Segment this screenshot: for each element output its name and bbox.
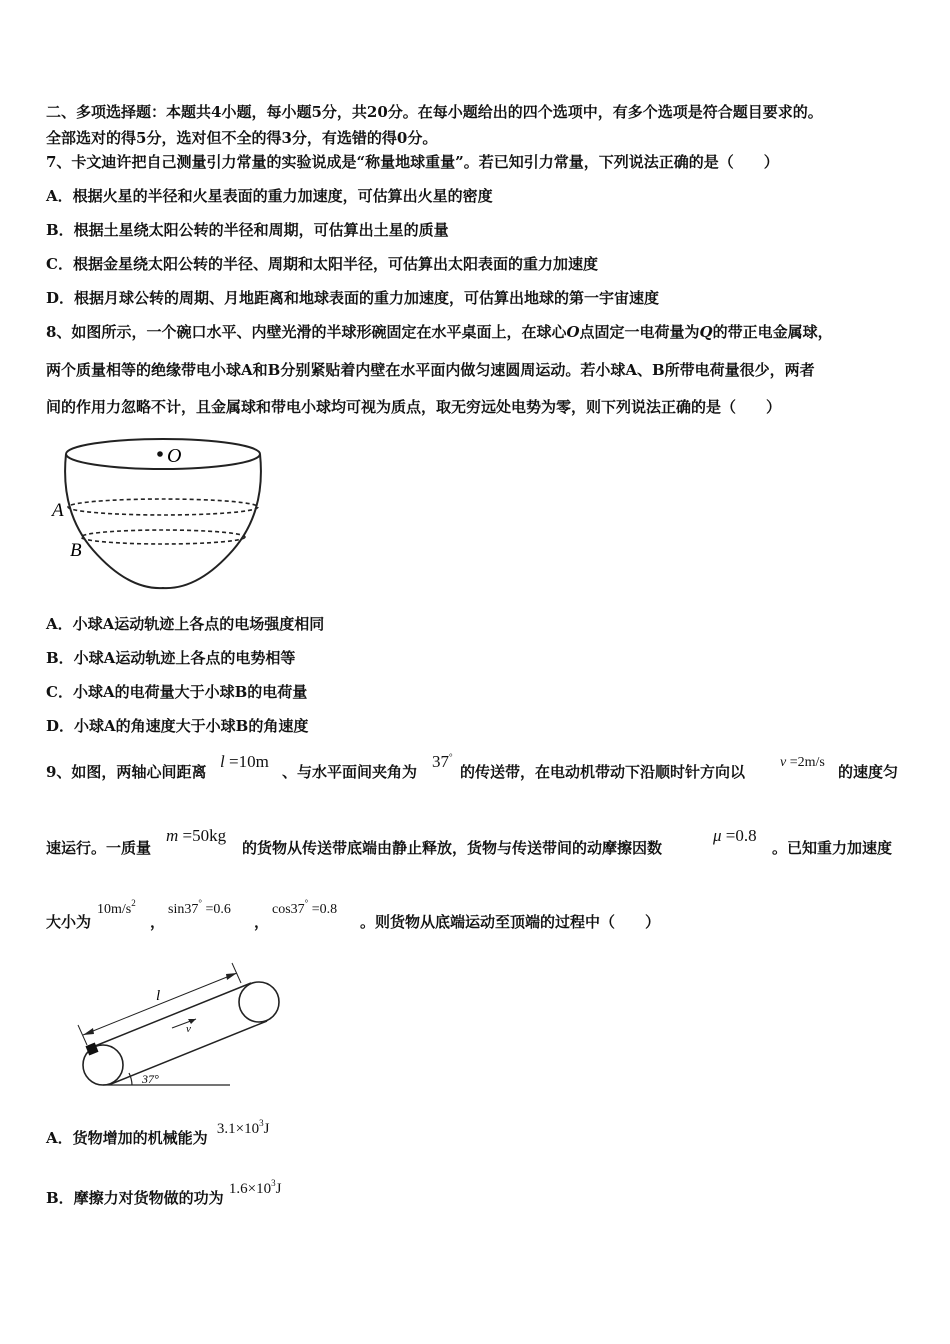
q9-comma-2: ， [254,913,270,931]
q9-cos-expr: cos37° =0.8 [272,898,338,917]
q9-option-b: B．摩擦力对货物做的功为 $1.6\times 10^3J$ [46,1178,282,1207]
length-dimension-line [83,973,237,1035]
q9-line2-text2: 的货物从传送带底端由静止释放，货物与传送带间的动摩擦因数 [242,839,663,857]
q8-option-d: D．小球A的角速度大于小球B的角速度 [46,717,309,735]
top-pulley [239,982,279,1022]
q9-speed-expr: v =2m/s [780,755,825,770]
angle-label: 37° [142,1072,159,1086]
q8-option-a: A．小球A运动轨迹上各点的电场强度相同 [46,615,325,633]
q9-mass-expr: m =50kg [166,826,227,845]
q7-option-c: C．根据金星绕太阳公转的半径、周期和太阳半径，可估算出太阳表面的重力加速度 [46,255,598,273]
q9-sin-expr: sin37° =0.6 [168,898,231,917]
q8-stem-line2: 两个质量相等的绝缘带电小球A和B分别紧贴着内壁在水平面内做匀速圆周运动。若小球A、B所带电荷量很少，两者 [46,361,815,379]
orbit-a-dashed [68,499,258,515]
angle-arc [129,1073,132,1085]
q8-stem-line3: 间的作用力忽略不计，且金属球和带电小球均可视为质点，取无穷远处电势为零，则下列说法正确的是（ ） [46,398,782,416]
q9-line1-text3: 的传送带，在电动机带动下沿顺时针方向以 [460,763,746,781]
q8-option-b: B．小球A运动轨迹上各点的电势相等 [46,649,296,667]
q9-option-a: A．货物增加的机械能为 $3.1\times 10^3J$ [46,1118,270,1147]
length-label: l [156,988,161,1004]
label-a: A [52,500,64,521]
q7-option-b: B．根据土星绕太阳公转的半径和周期，可估算出土星的质量 [46,221,449,239]
q7-option-a: A．根据火星的半径和火星表面的重力加速度，可估算出火星的密度 [46,187,493,205]
q9-angle-expr: 37° [432,752,453,771]
q9-comma-1: ， [150,913,166,931]
q9-line1-text4: 的速度匀 [838,763,899,781]
length-dim-left [78,1025,87,1045]
label-o: O [167,445,182,467]
q9-line1-text1: 9、如图，两轴心间距离 [46,763,207,781]
q9-friction-coef-expr: μ =0.8 [713,826,757,845]
bowl-body [65,454,261,588]
q9-distance-expr: l =10m [220,752,269,771]
q9-line3-text1: 大小为 [46,913,92,931]
q9-gravity-expr: $10m/s^2$ [97,898,136,917]
orbit-b-dashed [81,530,245,544]
q9-line3-text2: 。则货物从底端运动至顶端的过程中（ ） [360,913,661,931]
bowl-rim [66,439,260,469]
q8-option-c: C．小球A的电荷量大于小球B的电荷量 [46,683,308,701]
q9-line2-text1: 速运行。一质量 [46,839,152,857]
q7-stem: 7、卡文迪许把自己测量引力常量的实验说成是“称量地球重量”。若已知引力常量，下列说法正确的是（ ） [46,153,779,171]
label-b: B [70,540,82,561]
q7-option-d: D．根据月球公转的周期、月地距离和地球表面的重力加速度，可估算出地球的第一宇宙速度 [46,289,660,307]
q9-line2-text3: 。已知重力加速度 [772,839,893,857]
section-scoring-note: 全部选对的得5分，选对但不全的得3分，有选错的得0分。 [46,129,438,147]
dim-arrow-left [83,1028,94,1035]
conveyor-figure [70,955,290,1095]
section-heading: 二、多项选择题：本题共4小题，每小题5分，共20分。在每小题给出的四个选项中，有多个选项是符合题目要求的。 [46,103,823,121]
center-point-o [157,451,163,457]
velocity-label: v [186,1023,191,1035]
dim-arrow-right [226,973,237,980]
bowl-figure [48,432,278,592]
q8-stem-line1: 8、如图所示，一个碗口水平、内壁光滑的半球形碗固定在水平桌面上，在球心O点固定一电荷量为Q的带正电金属球， [46,323,833,341]
q9-line1-text2: 、与水平面间夹角为 [282,763,418,781]
